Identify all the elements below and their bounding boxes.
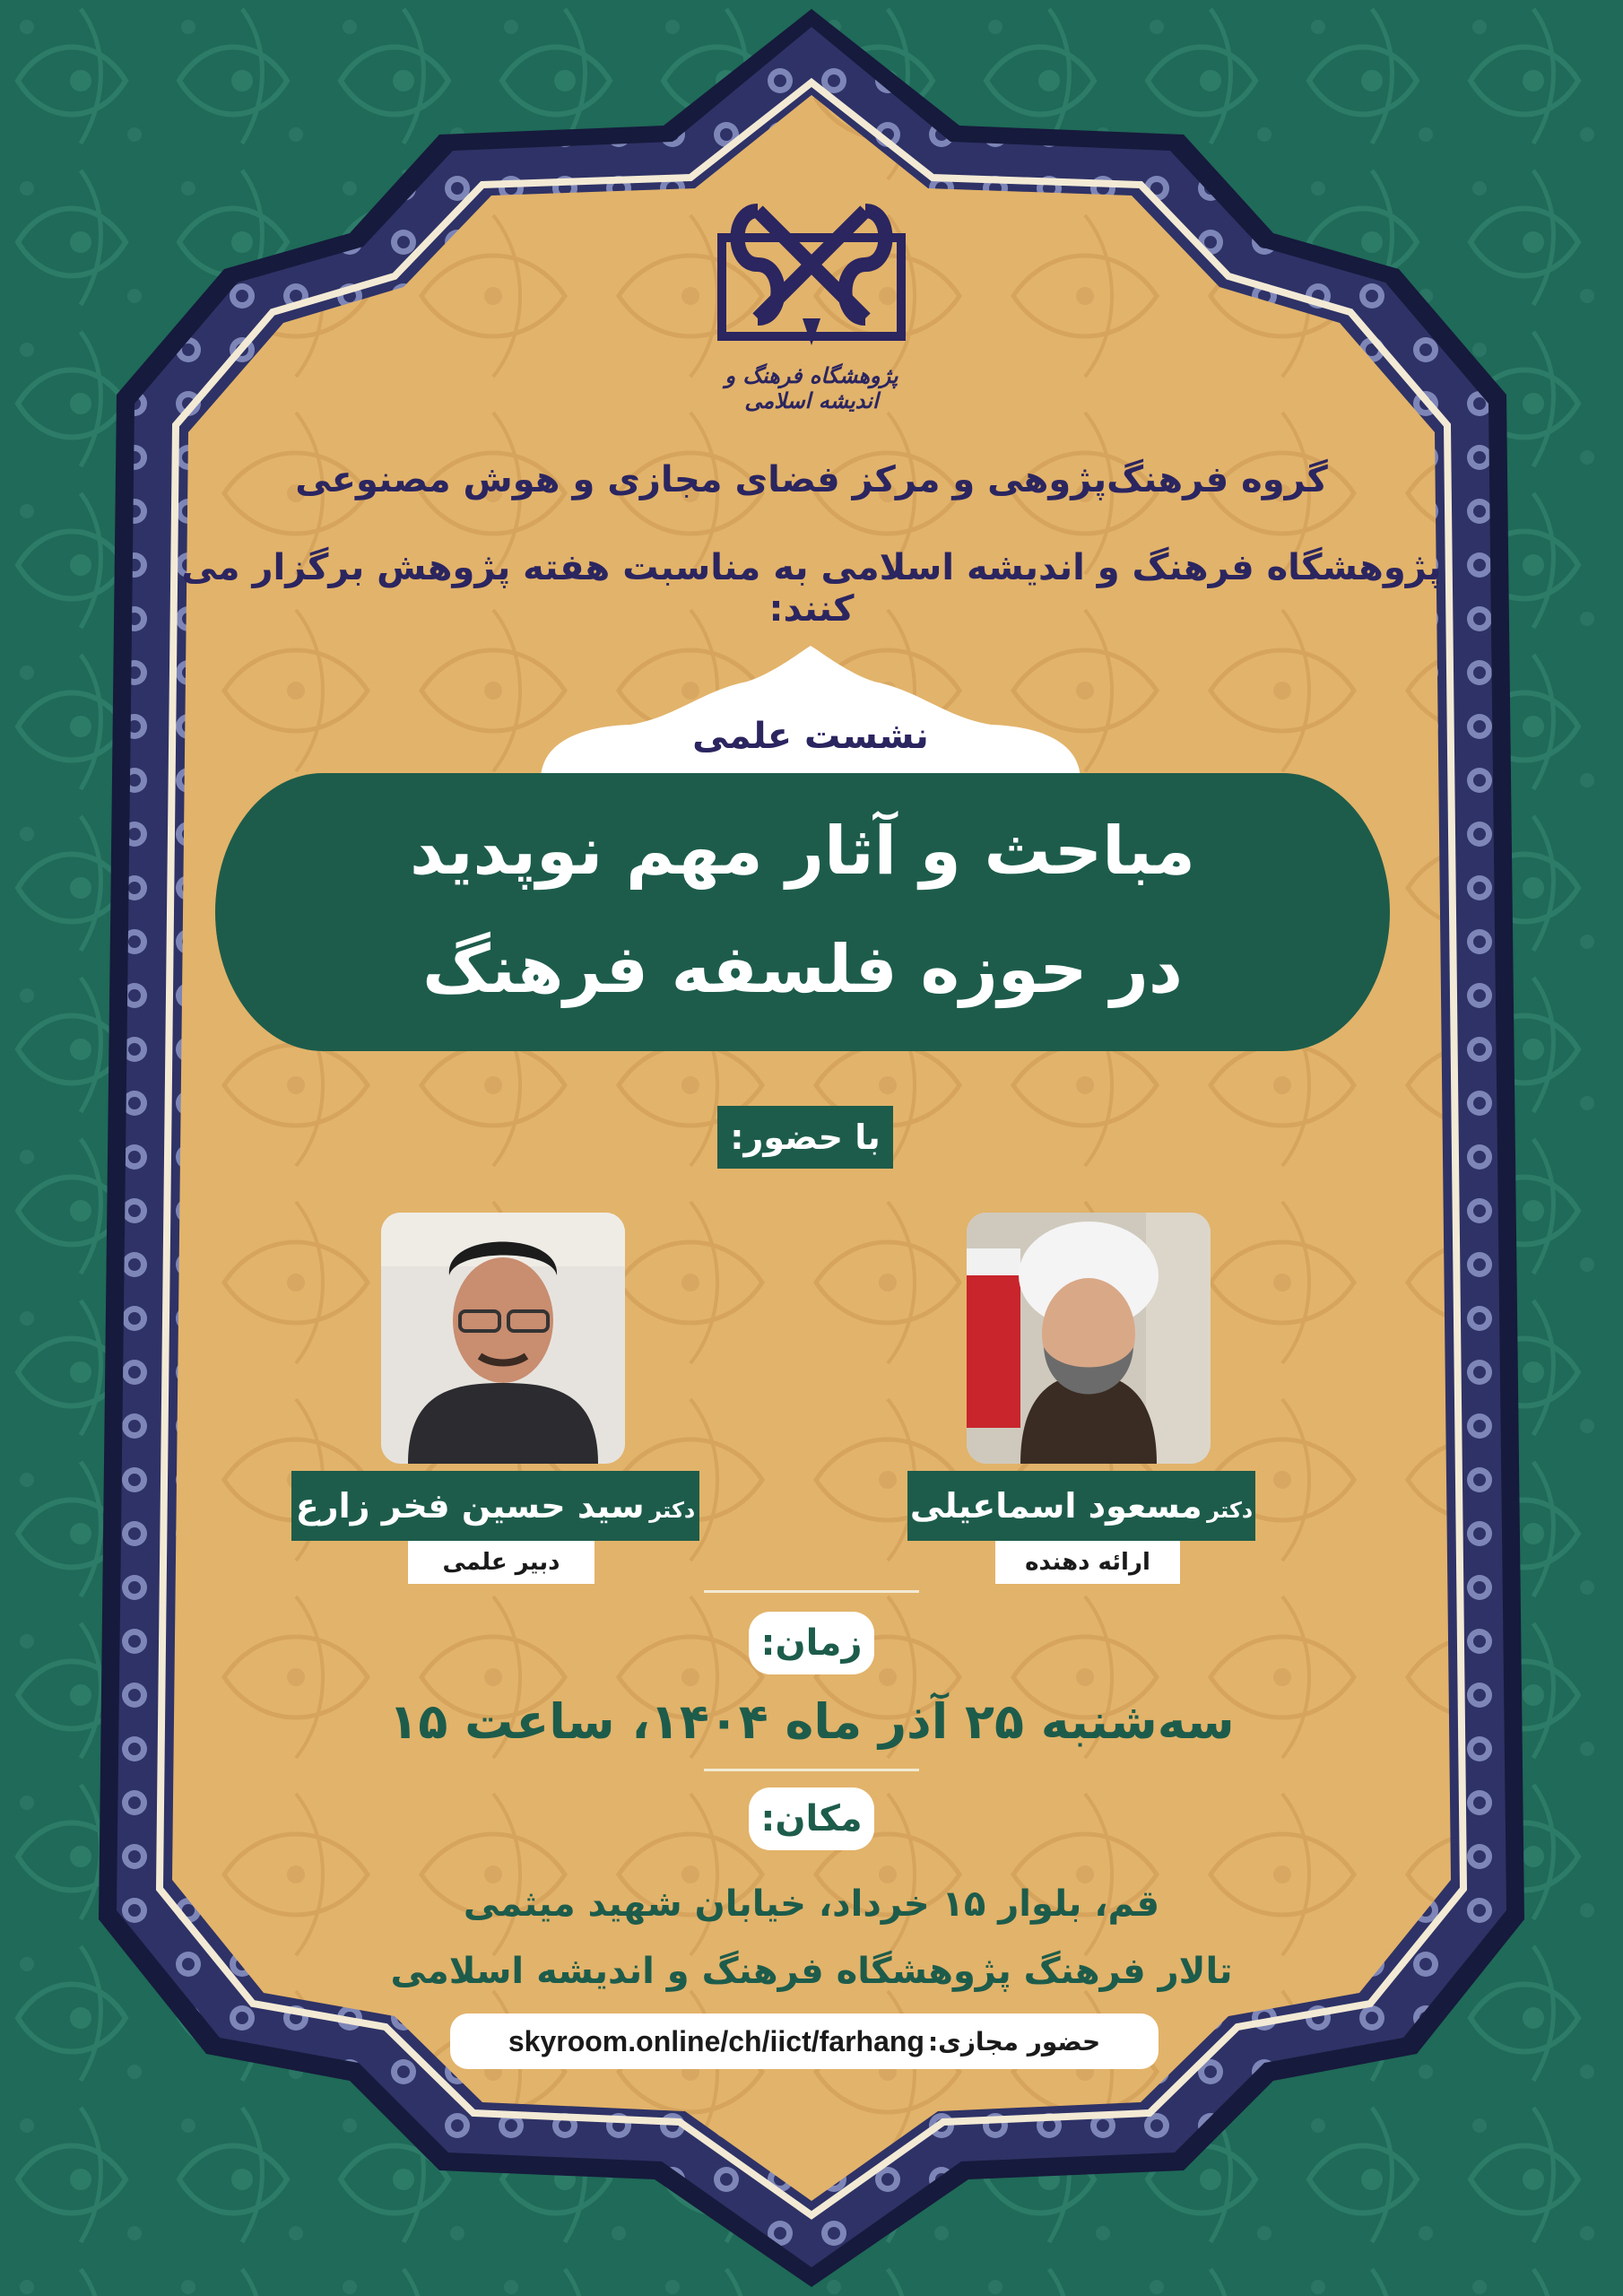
speaker-name-bar-presenter (907, 1471, 1255, 1541)
place-address-line-2: تالار فرهنگ پژوهشگاه فرهنگ و اندیشه اسلامی (390, 1951, 1233, 1992)
organizers-line-2: پژوهشگاه فرهنگ و اندیشه اسلامی به مناسبت هفته پژوهش برگزار می کنند: (181, 547, 1442, 630)
session-type-tab (541, 646, 1081, 780)
institute-logo (704, 175, 919, 417)
speaker-name-bar-chair (291, 1471, 699, 1541)
speaker-photo-presenter (967, 1213, 1211, 1464)
online-attendance-pill[interactable] (450, 2013, 1159, 2069)
knot-emblem-icon (704, 175, 919, 354)
dome-shape-icon (541, 646, 1081, 780)
speaker-name: مسعود اسماعیلی (909, 1486, 1202, 1526)
time-value: سه‌شنبه ۲۵ آذر ماه ۱۴۰۴، ساعت ۱۵ (388, 1693, 1235, 1750)
time-label: زمان: (749, 1612, 874, 1674)
speaker-title-prefix: دکتر (649, 1498, 696, 1523)
place-label: مکان: (749, 1787, 874, 1850)
place-address-line-1: قم، بلوار ۱۵ خرداد، خیابان شهید میثمی (463, 1883, 1160, 1925)
presence-label: با حضور: (717, 1106, 893, 1169)
session-type-label: نشست علمی (692, 716, 929, 757)
online-url[interactable]: skyroom.online/ch/iict/farhang (508, 2024, 924, 2057)
institute-logo-text: پژوهشگاه فرهنگ و اندیشه اسلامی (725, 363, 898, 413)
speaker-role-chair: دبیر علمی (408, 1541, 595, 1584)
online-label: حضور مجازی: (927, 2026, 1101, 2057)
session-title-line-2: در حوزه فلسفه فرهنگ (422, 931, 1183, 1008)
speaker-name: سید حسین فخر زارع (295, 1486, 645, 1526)
divider-bottom (704, 1769, 919, 1771)
divider-top (704, 1590, 919, 1593)
portrait-icon (381, 1213, 625, 1464)
session-title-box (215, 773, 1390, 1051)
session-title-line-1: مباحث و آثار مهم نوپدید (409, 813, 1195, 890)
portrait-icon (967, 1213, 1211, 1464)
speaker-title-prefix: دکتر (1207, 1498, 1254, 1523)
speaker-photo-chair (381, 1213, 625, 1464)
speaker-role-presenter: ارائه دهنده (995, 1541, 1180, 1584)
organizers-line-1: گروه فرهنگ‌پژوهی و مرکز فضای مجازی و هوش مصنوعی (295, 459, 1328, 500)
